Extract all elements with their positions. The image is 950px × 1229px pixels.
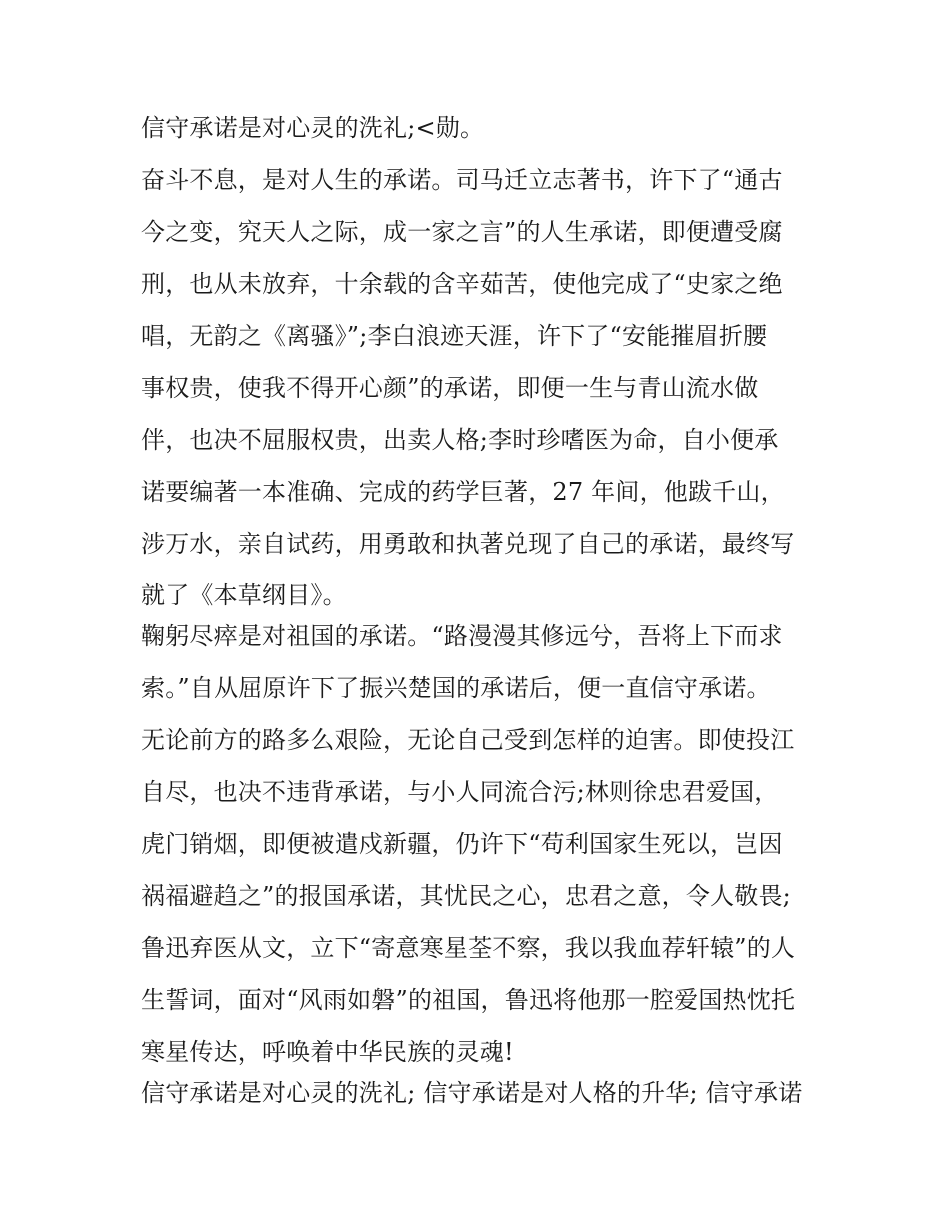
text-line: 事权贵，使我不得开心颜”的承诺，即便一生与青山流水做 — [141, 374, 759, 402]
text-line: 索。”自从屈原许下了振兴楚国的承诺后，便一直信守承诺。 — [141, 674, 771, 702]
text-line: 今之变，究天人之际，成一家之言”的人生承诺，即便遭受腐 — [141, 218, 783, 246]
text-line: 虎门销烟，即便被遣戍新疆，仍许下“苟利国家生死以，岂因 — [141, 830, 783, 858]
text-line: 寒星传达，呼唤着中华民族的灵魂! — [141, 1038, 514, 1066]
text-line: 鲁迅弃医从文，立下“寄意寒星荃不察，我以我血荐轩辕”的人 — [141, 934, 796, 962]
text-line: 无论前方的路多么艰险，无论自己受到怎样的迫害。即使投江 — [141, 726, 795, 754]
text-line: 信守承诺是对心灵的洗礼;<勋。 — [141, 114, 485, 142]
text-line: 伴，也决不屈服权贵，出卖人格;李时珍嗜医为命，自小便承 — [141, 426, 779, 454]
text-line: 就了《本草纲目》。 — [141, 581, 347, 609]
text-line: 奋斗不息，是对人生的承诺。司马迁立志著书，许下了“通古 — [141, 166, 783, 194]
text-line: 鞠躬尽瘁是对祖国的承诺。“路漫漫其修远兮，吾将上下而求 — [141, 622, 783, 650]
text-line: 刑，也从未放弃，十余载的含辛茹苦，使他完成了“史家之绝 — [141, 270, 783, 298]
text-line: 唱，无韵之《离骚》”;李白浪迹天涯，许下了“安能摧眉折腰 — [141, 322, 768, 350]
text-line: 诺要编著一本准确、完成的药学巨著，27 年间，他跋千山， — [141, 478, 785, 506]
text-line: 信守承诺是对心灵的洗礼; 信守承诺是对人格的升华; 信守承诺 — [141, 1079, 803, 1107]
text-line: 祸福避趋之”的报国承诺，其忧民之心，忠君之意，令人敬畏; — [141, 882, 791, 910]
text-line: 涉万水，亲自试药，用勇敢和执著兑现了自己的承诺，最终写 — [141, 530, 795, 558]
text-line: 自尽，也决不违背承诺，与小人同流合污;林则徐忠君爱国， — [141, 778, 779, 806]
text-line: 生誓词，面对“风雨如磐”的祖国，鲁迅将他那一腔爱国热忱托 — [141, 986, 796, 1014]
